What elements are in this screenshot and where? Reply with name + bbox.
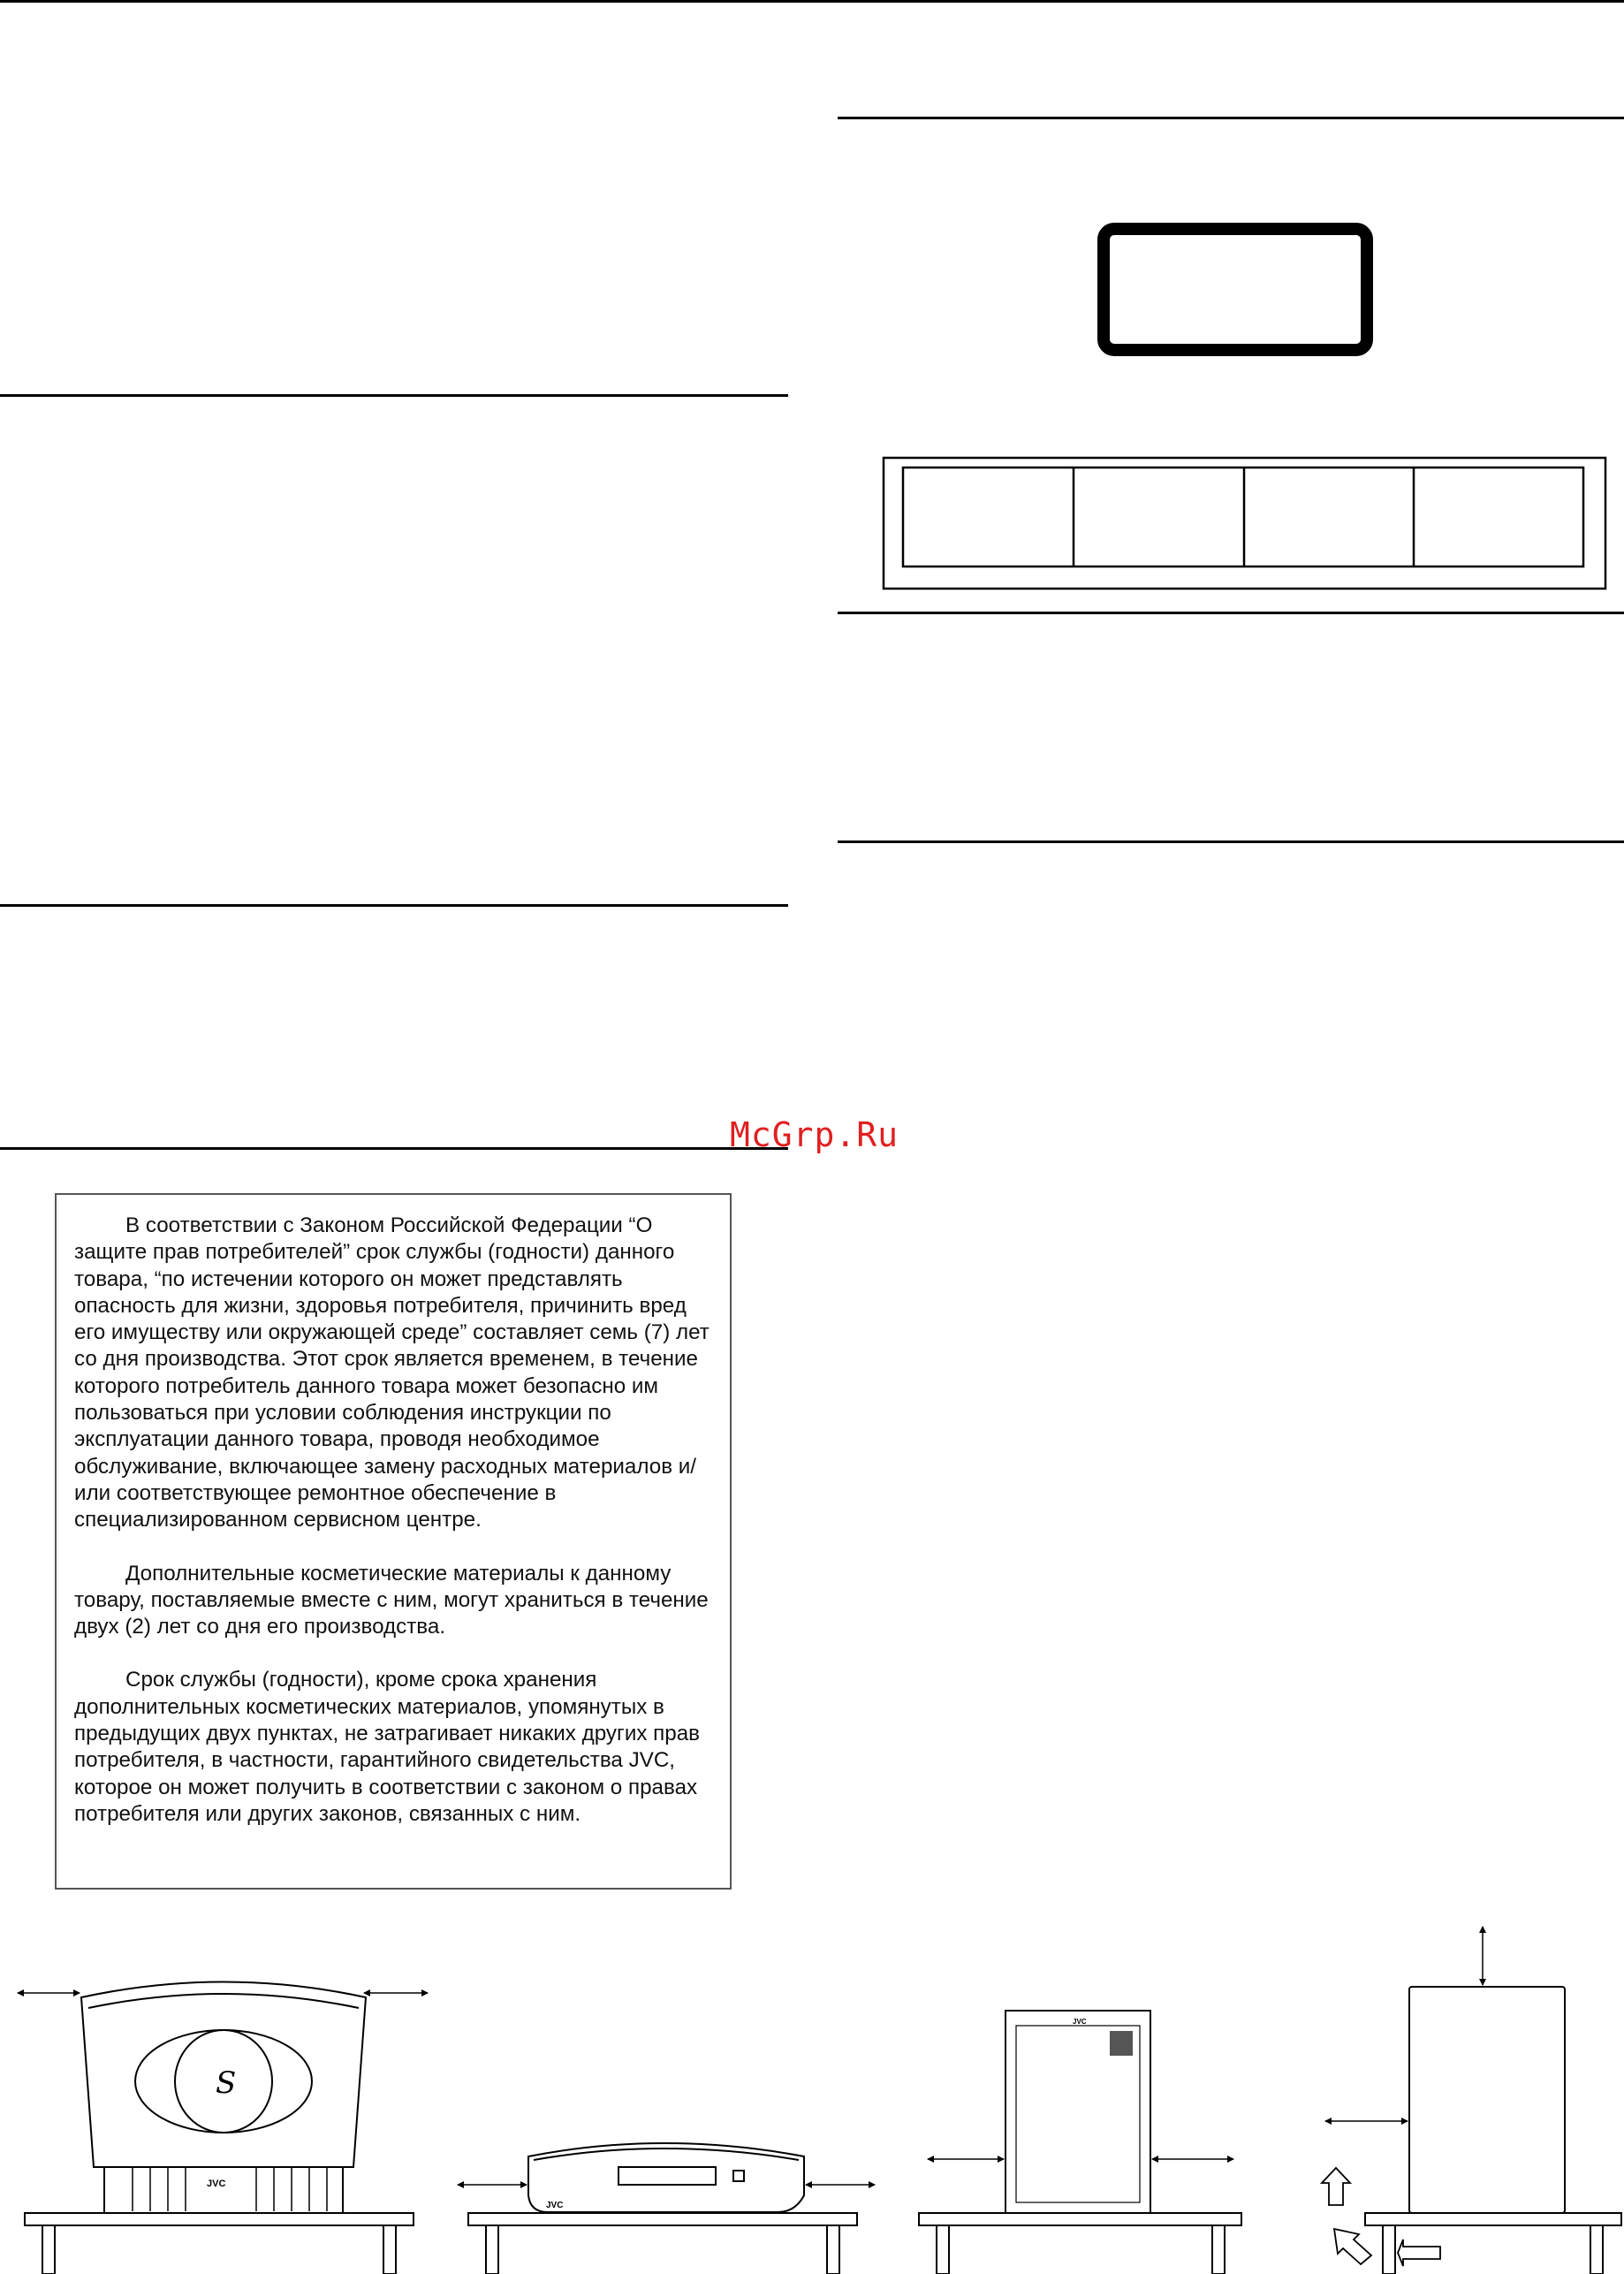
shelf-4-leg-left: [1383, 2225, 1395, 2274]
shelf-2-leg-right: [827, 2225, 839, 2274]
unit-brand: JVC: [546, 2201, 564, 2210]
manual-badge: [1110, 2031, 1133, 2056]
subwoofer-brand: JVC: [207, 2179, 226, 2189]
shelf-1-leg-left: [42, 2225, 55, 2274]
shelf-2-top: [468, 2213, 857, 2225]
box-body: [1409, 1987, 1565, 2213]
shelf-3-top: [919, 2213, 1241, 2225]
manual-brand: JVC: [1073, 2018, 1087, 2026]
shelf-2-leg-left: [486, 2225, 498, 2274]
shelf-4-top: [1365, 2213, 1621, 2225]
main-unit-illustration: [458, 2143, 875, 2274]
airflow-curve-arrow: [1334, 2229, 1371, 2264]
notice-paragraph-3: Срок службы (годности), кроме срока хранения дополнительных косметических материалов, упомянутых в предыдущих двух пунктах, не затрагивает никаких других прав потребителя, в частности, гарантийного свидетельства JVC, которое он может получить в соответствии с законом о правах потребителя или других законов, связанных с ним.: [74, 1668, 700, 1826]
shelf-3-leg-left: [937, 2225, 949, 2274]
shelf-1-leg-right: [383, 2225, 396, 2274]
notice-paragraph-1: В соответствии с Законом Российской Федерации “О защите прав потребителей” срок службы (годности) данного товара, “по истечении которого он может представлять опасность для жизни, здоровья потребителя, причинить вред его имуществу или окружающей среде” составляет семь (7) лет со дня производства. Этот срок является временем, в течение которого потребитель данного товара может безопасно им пользоваться при условии соблюдения инструкции по эксплуатации данного товара, проводя необходимое обслуживание, включающее замену расходных материалов и/или соответствующее ремонтное обеспечение в специализированном сервисном центре.: [74, 1213, 710, 1532]
airflow-left-arrow: [1398, 2240, 1440, 2266]
subwoofer-logo: S: [216, 2065, 237, 2101]
box-illustration: [1322, 1927, 1621, 2274]
main-unit-button: [733, 2171, 744, 2181]
watermark: McGrp.Ru: [730, 1115, 899, 1154]
shelf-3-leg-right: [1212, 2225, 1225, 2274]
airflow-up-arrow: [1322, 2168, 1350, 2205]
subwoofer-illustration: [18, 1982, 428, 2274]
manual-illustration: [919, 2011, 1241, 2274]
main-unit-display: [618, 2167, 716, 2185]
shelf-4-leg-right: [1590, 2225, 1603, 2274]
notice-paragraph-2: Дополнительные косметические материалы к данному товару, поставляемые вместе с ним, могут храниться в течение двух (2) лет со дня его производства.: [74, 1561, 709, 1639]
shelf-1-top: [25, 2213, 414, 2225]
